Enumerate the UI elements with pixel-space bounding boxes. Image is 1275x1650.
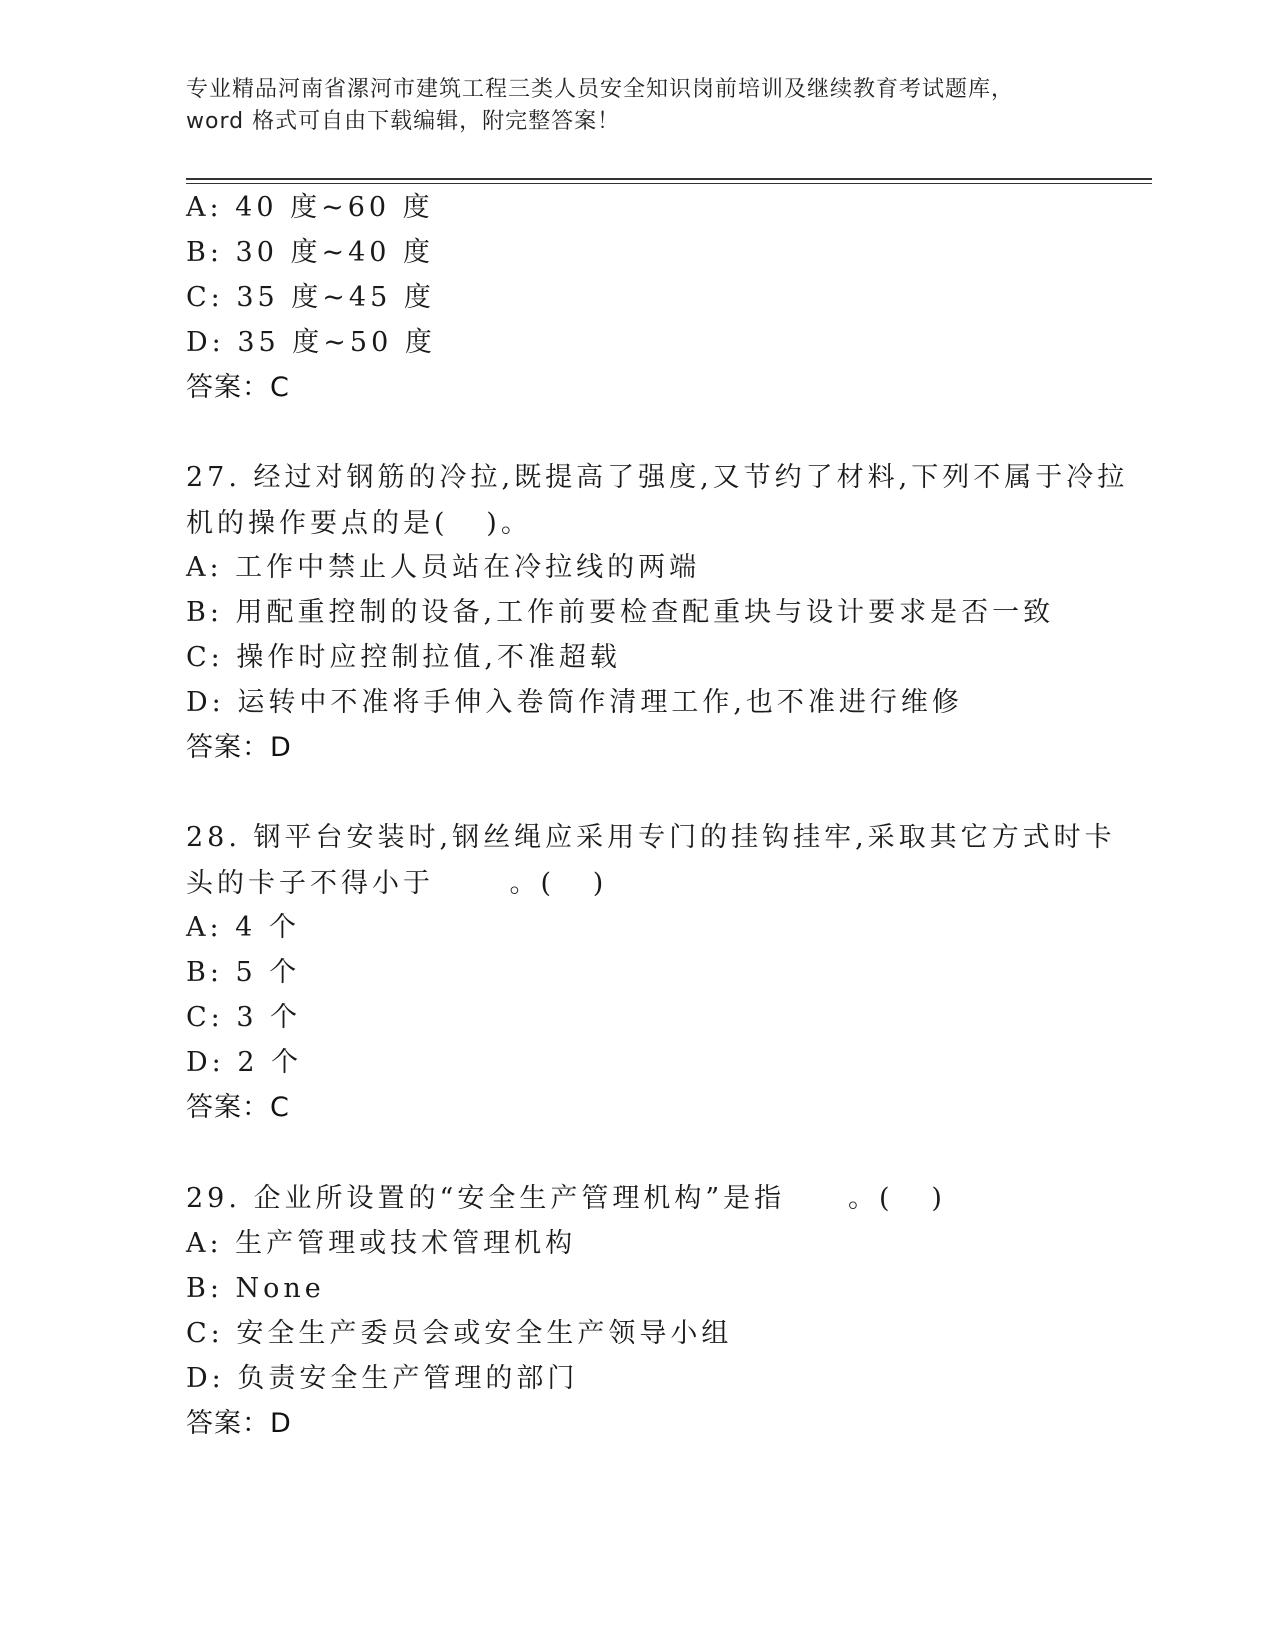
header-line-2: word 格式可自由下载编辑，附完整答案！ — [186, 109, 621, 134]
q28-option-b: B: 5 个 — [186, 957, 301, 988]
q29-option-a: A: 生产管理或技术管理机构 — [186, 1228, 577, 1259]
document-header — [186, 74, 1086, 138]
header-line-1: 专业精品河南省漯河市建筑工程三类人员安全知识岗前培训及继续教育考试题库， — [186, 77, 1015, 102]
q29-option-c: C: 安全生产委员会或安全生产领导小组 — [186, 1318, 733, 1349]
header-rule-thick — [186, 178, 1152, 180]
q27-option-b: B: 用配重控制的设备,工作前要检查配重块与设计要求是否一致 — [186, 597, 1055, 628]
q26-option-c: C: 35 度~45 度 — [186, 282, 435, 313]
q29-stem-line-1: 29. 企业所设置的“安全生产管理机构”是指 。( ) — [186, 1183, 946, 1214]
q27-option-a: A: 工作中禁止人员站在冷拉线的两端 — [186, 552, 701, 583]
header-rule-thin — [186, 183, 1152, 184]
q28-stem-line-2: 头的卡子不得小于 。( ) — [186, 868, 608, 899]
q28-option-c: C: 3 个 — [186, 1002, 302, 1033]
q27-answer: 答案：D — [186, 732, 292, 763]
q28-stem-line-1: 28. 钢平台安装时,钢丝绳应采用专门的挂钩挂牢,采取其它方式时卡 — [186, 822, 1116, 853]
q26-option-d: D: 35 度~50 度 — [186, 327, 436, 358]
q27-stem-line-2: 机的操作要点的是( )。 — [186, 508, 532, 539]
q27-stem-line-1: 27. 经过对钢筋的冷拉,既提高了强度,又节约了材料,下列不属于冷拉 — [186, 462, 1129, 493]
q29-option-b: B: None — [186, 1273, 325, 1304]
q26-answer: 答案：C — [186, 372, 290, 403]
q29-answer: 答案：D — [186, 1408, 292, 1439]
q27-option-d: D: 运转中不准将手伸入卷筒作清理工作,也不准进行维修 — [186, 687, 963, 718]
q28-option-a: A: 4 个 — [186, 912, 300, 943]
q28-answer: 答案：C — [186, 1092, 290, 1123]
q27-option-c: C: 操作时应控制拉值,不准超载 — [186, 642, 621, 673]
q26-option-b: B: 30 度~40 度 — [186, 237, 435, 268]
q28-option-d: D: 2 个 — [186, 1047, 303, 1078]
q26-option-a: A: 40 度~60 度 — [186, 192, 434, 223]
q29-option-d: D: 负责安全生产管理的部门 — [186, 1363, 579, 1394]
